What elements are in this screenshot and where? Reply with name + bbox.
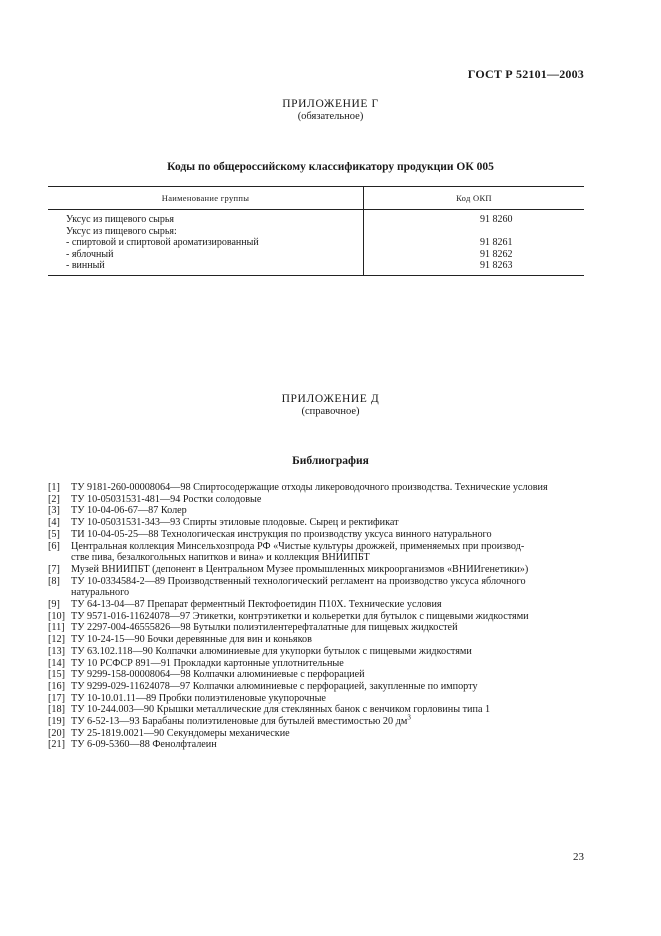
bibliography-entry <box>48 681 588 693</box>
entry-text-block <box>71 704 588 716</box>
bibliography-entry <box>48 482 588 494</box>
entry-number: [21] <box>48 739 65 751</box>
entry-number: [2] <box>48 493 60 505</box>
entry-text-block <box>71 622 588 634</box>
entry-text: ТУ 10-244.003—90 Крышки металлические для стеклянных банок с венчиком горловины типа 1 <box>71 704 491 716</box>
okp-code-cell: 91 8263 <box>364 260 585 275</box>
bibliography-entry <box>48 634 588 646</box>
page-number: 23 <box>573 851 584 863</box>
bibliography-title: Библиография <box>292 455 369 467</box>
entry-text: ТИ 10-04-05-25—88 Технологическая инструкция по производству уксуса винного натурального <box>71 528 492 540</box>
entry-text: ТУ 10-05031531-481—94 Ростки солодовые <box>71 493 262 505</box>
entry-number: [9] <box>48 599 60 611</box>
entry-text-block <box>71 634 588 646</box>
group-name-cell: Уксус из пищевого сырья: <box>48 226 364 238</box>
bibliography-entry <box>48 564 588 576</box>
bibliography-entry <box>48 739 588 751</box>
entry-number: [5] <box>48 528 60 540</box>
entry-number: [14] <box>48 657 65 669</box>
entry-text: ТУ 10-0334584-2—89 Производственный технологический регламент на производство уксуса яблочного <box>71 575 526 587</box>
table-header-row <box>48 187 584 210</box>
table-row <box>48 210 584 226</box>
annex-g-title: ПРИЛОЖЕНИЕ Г <box>282 98 379 110</box>
entry-number: [8] <box>48 575 60 587</box>
entry-text-block <box>71 728 588 740</box>
bibliography-entry <box>48 611 588 623</box>
annex-g-status: (обязательное) <box>297 111 364 122</box>
group-name-cell: Уксус из пищевого сырья <box>48 210 364 226</box>
entry-number: [18] <box>48 704 65 716</box>
entry-text-block <box>71 681 588 693</box>
bibliography-entry <box>48 505 588 517</box>
entry-text: ТУ 6-09-5360—88 Фенолфталеин <box>71 739 217 751</box>
bibliography-entry <box>48 728 588 740</box>
entry-text-block <box>71 669 588 681</box>
entry-text-block <box>71 505 588 517</box>
annex-d-title: ПРИЛОЖЕНИЕ Д <box>281 393 380 405</box>
entry-text: ТУ 9571-016-11624078—97 Этикетки, контрэтикетки и кольеретки для бутылок с пищевыми жидкостями <box>71 610 529 622</box>
group-name-cell: - спиртовой и спиртовой ароматизированный <box>48 237 364 249</box>
entry-number: [7] <box>48 563 60 575</box>
column-header-okp-code: Код ОКП <box>364 187 585 210</box>
entry-text: ТУ 2297-004-46555826—98 Бутылки полиэтилентерефталатные для пищевых жидкостей <box>71 622 458 634</box>
entry-text-block <box>71 693 588 705</box>
entry-text-block <box>71 564 588 576</box>
entry-text: ТУ 6-52-13—93 Барабаны полиэтиленовые для бутылей вместимостью 20 дм <box>71 716 408 728</box>
okp-code-cell: 91 8262 <box>480 248 513 260</box>
entry-text: ТУ 25-1819.0021—90 Секундомеры механические <box>71 727 290 739</box>
entry-text: Музей ВНИИПБТ (депонент в Центральном Музее промышленных микроорганизмов «ВНИИгенетики») <box>71 563 529 575</box>
table-row <box>48 249 584 261</box>
annex-d-status: (справочное) <box>301 406 360 417</box>
entry-number: [16] <box>48 680 65 692</box>
bibliography-entry <box>48 529 588 541</box>
entry-text-block <box>71 739 588 751</box>
bibliography-entry <box>48 541 588 564</box>
entry-number: [1] <box>48 482 60 493</box>
entry-text: ТУ 64-13-04—87 Препарат ферментный Пектофоетидин П10Х. Технические условия <box>71 599 442 611</box>
entry-number: [15] <box>48 669 65 681</box>
entry-text: ТУ 10-10.01.11—89 Пробки полиэтиленовые укупорочные <box>71 692 326 704</box>
entry-text-block <box>71 599 588 611</box>
entry-text: ТУ 10-05031531-343—93 Спирты этиловые плодовые. Сырец и ректификат <box>71 517 399 529</box>
okp-code-cell <box>364 226 585 238</box>
bibliography-entry <box>48 704 588 716</box>
entry-text-block <box>71 529 588 541</box>
entry-text-block <box>71 713 588 728</box>
bibliography-entry <box>48 599 588 611</box>
entry-text-block <box>71 494 588 506</box>
bibliography-entry <box>48 622 588 634</box>
entry-text-block <box>71 517 588 529</box>
bibliography-list <box>48 482 588 751</box>
bibliography-entry <box>48 693 588 705</box>
okp-code-cell: 91 8260 <box>480 214 513 225</box>
entry-superscript: 3 <box>407 713 411 722</box>
bibliography-entry <box>48 646 588 658</box>
entry-number: [4] <box>48 517 60 529</box>
entry-number: [10] <box>48 610 65 622</box>
entry-text: ТУ 9181-260-00008064—98 Спиртосодержащие отходы ликероводочного производства. Технические условия <box>71 482 548 493</box>
bibliography-entry <box>48 494 588 506</box>
entry-number: [11] <box>48 622 65 634</box>
document-code: ГОСТ Р 52101—2003 <box>467 67 584 81</box>
group-name-cell: - винный <box>48 260 364 275</box>
entry-number: [20] <box>48 727 65 739</box>
entry-text-continuation: стве пива, безалкогольных напитков и вина» и коллекция ВНИИПБТ <box>71 552 370 564</box>
bibliography-entry <box>48 517 588 529</box>
entry-text-block <box>71 646 588 658</box>
entry-text-block <box>71 658 588 670</box>
column-header-group-name: Наименование группы <box>48 187 364 210</box>
bibliography-entry <box>48 576 588 599</box>
entry-number: [13] <box>48 645 65 657</box>
entry-number: [3] <box>48 505 60 517</box>
okp-code-cell: 91 8261 <box>480 237 513 248</box>
entry-text-continuation: натурального <box>71 587 130 599</box>
entry-number: [12] <box>48 634 65 646</box>
entry-text-block <box>71 611 588 623</box>
entry-text: ТУ 10 РСФСР 891—91 Прокладки картонные уплотнительные <box>71 657 344 669</box>
entry-number: [6] <box>48 540 60 552</box>
entry-number: [17] <box>48 692 65 704</box>
entry-text: ТУ 9299-158-00008064—98 Колпачки алюминиевые с перфорацией <box>71 669 365 681</box>
entry-text-block <box>71 482 588 494</box>
table-row <box>48 237 584 249</box>
entry-text: Центральная коллекция Минсельхозпрода РФ «Чистые культуры дрожжей, применяемых при производ- <box>71 540 525 552</box>
group-name-cell: - яблочный <box>48 249 364 261</box>
table-row <box>48 260 584 275</box>
okp-table-title: Коды по общероссийскому классификатору продукции ОК 005 <box>167 161 494 173</box>
entry-text: ТУ 10-04-06-67—87 Колер <box>71 505 187 517</box>
entry-text: ТУ 63.102.118—90 Колпачки алюминиевые для укупорки бутылок с пищевыми жидкостями <box>71 645 472 657</box>
entry-text-block <box>71 576 588 599</box>
okp-codes-table <box>48 186 584 276</box>
entry-number: [19] <box>48 716 65 728</box>
bibliography-entry <box>48 658 588 670</box>
entry-text-block <box>71 541 588 564</box>
bibliography-entry <box>48 669 588 681</box>
table-row <box>48 226 584 238</box>
entry-text: ТУ 9299-029-11624078—97 Колпачки алюминиевые с перфорацией, закупленные по импорту <box>71 680 478 692</box>
bibliography-entry <box>48 713 588 728</box>
entry-text: ТУ 10-24-15—90 Бочки деревянные для вин и коньяков <box>71 634 312 646</box>
